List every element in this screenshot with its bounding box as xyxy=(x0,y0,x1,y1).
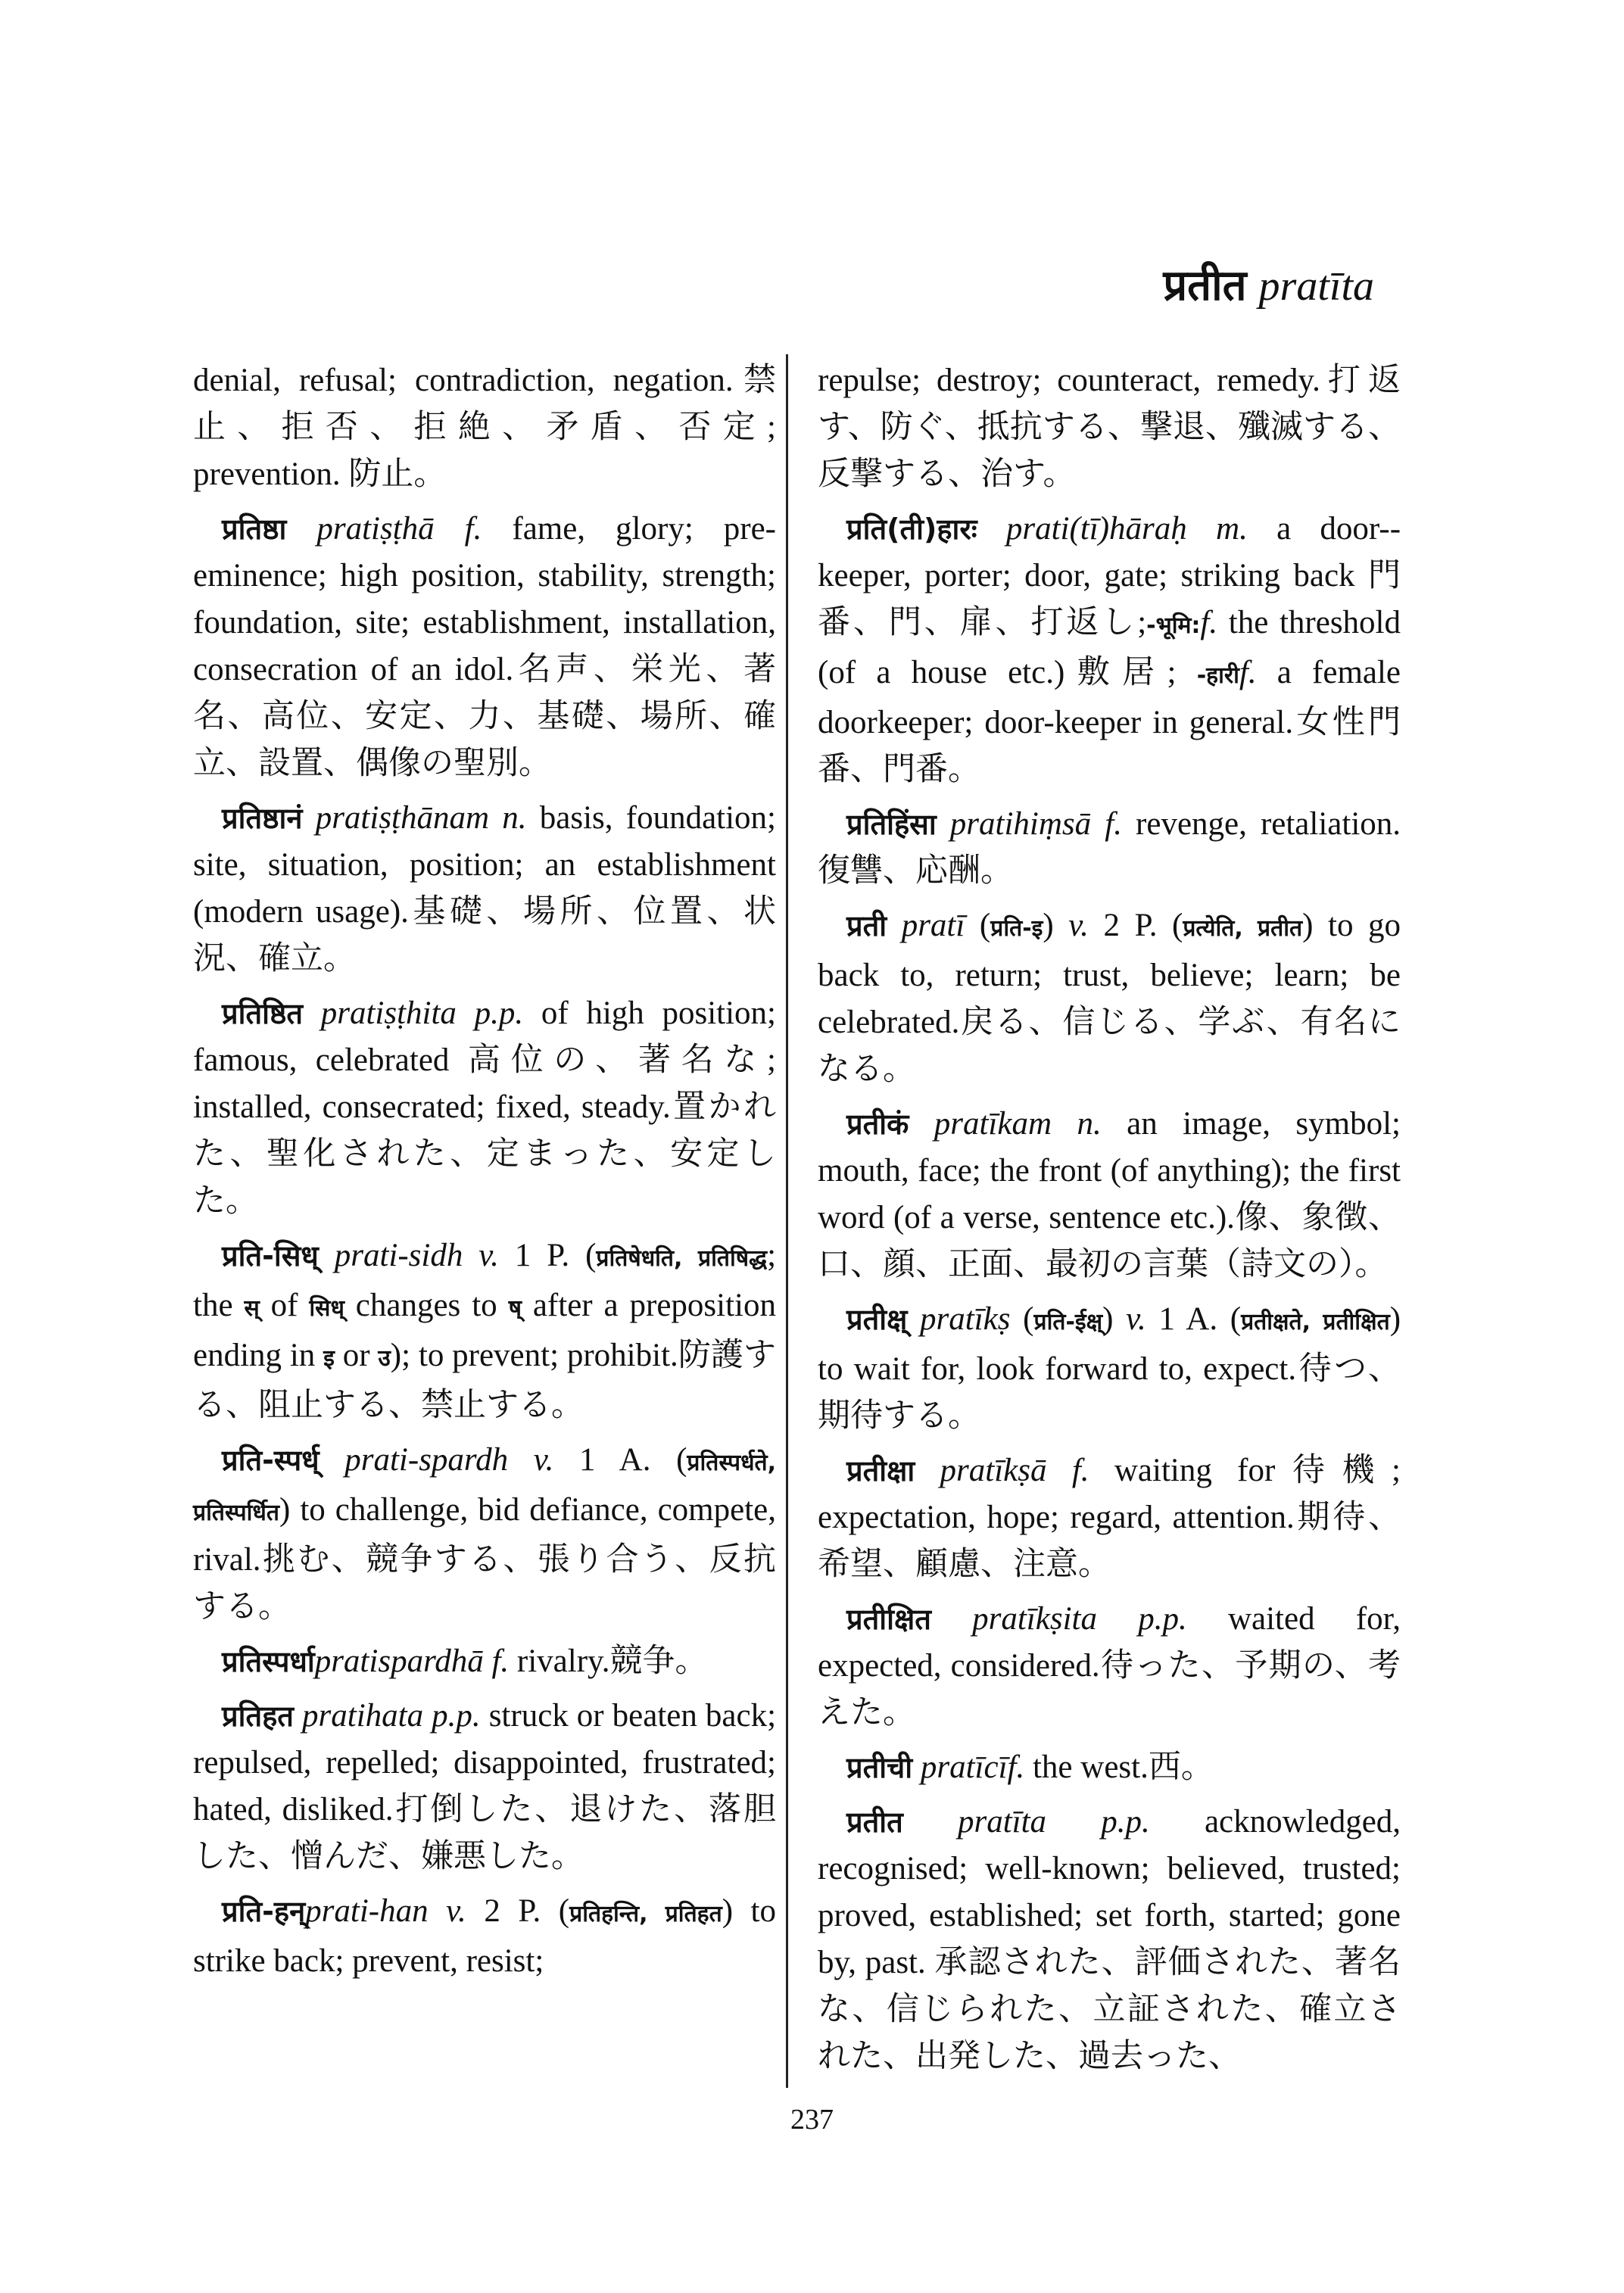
entry-text: rivalry.競争。 xyxy=(516,1643,708,1679)
entry-text: or xyxy=(334,1338,379,1373)
entry-text: ( xyxy=(979,908,991,943)
headword-devanagari: प्रती xyxy=(846,909,887,942)
grammar-label: v. xyxy=(446,1893,466,1929)
entry-text: waited for, expected, considered.待った、予期の、考えた。 xyxy=(818,1601,1401,1731)
etymology-devanagari: प्रति-ईक्ष् xyxy=(1033,1309,1103,1335)
entry-text: acknowledged, recognised; well-known; believed, trusted; proved, established; set forth, started; gone by, past. 承認された、評価された、著名な、信じられた、立証された、確立された、出発した、過去った、 xyxy=(818,1804,1401,2074)
headword-devanagari: प्रतिहत xyxy=(222,1699,294,1733)
grammar-label: p.p. xyxy=(474,995,524,1031)
headword-roman: pratihata xyxy=(302,1698,424,1734)
headword-roman: pratīkṣā xyxy=(940,1453,1047,1488)
entry-pratiksa xyxy=(818,1447,1401,1588)
entry-pratihata xyxy=(193,1693,776,1880)
entry-text: 1 A. ( xyxy=(1158,1301,1242,1337)
entry-prati-spardh xyxy=(193,1437,776,1631)
entry-pratispardha xyxy=(193,1638,776,1685)
conjugation-devanagari: प्रतिहन्ति, प्रतिहत xyxy=(569,1901,722,1927)
subentry-devanagari: -हारी xyxy=(1196,662,1239,689)
devanagari-letter: स् xyxy=(244,1295,260,1322)
conjugation-devanagari: प्रत्येति, प्रतीत xyxy=(1183,915,1303,942)
entry-text: of high position; famous, celebrated 高位の、著名な; installed, consecrated; fixed, steady.置かれた、聖化された、定まった、安定した。 xyxy=(193,995,777,1219)
headword-devanagari: प्रतीकं xyxy=(846,1108,909,1141)
headword-roman: pratīkam xyxy=(934,1106,1052,1142)
headword-roman: pratīcī xyxy=(920,1749,1008,1785)
grammar-label: v. xyxy=(478,1238,499,1273)
entry-text: 2 P. ( xyxy=(1103,908,1183,943)
column-divider xyxy=(786,354,788,2088)
grammar-label: f. xyxy=(1239,655,1257,690)
headword-roman: pratispardhā xyxy=(314,1643,484,1679)
entry-text: the threshold (of a house etc.)敷居; xyxy=(818,605,1401,690)
headword-devanagari: प्रतिहिंसा xyxy=(846,808,937,841)
entry-text: 1 P. ( xyxy=(514,1238,597,1273)
headword-devanagari: प्रति(ती)हारः xyxy=(846,512,977,546)
header-headword-roman: pratīta xyxy=(1258,263,1374,310)
right-column xyxy=(818,357,1401,2088)
entry-text: struck or beaten back; repulsed, repelled; disappointed, frustrated; hated, disliked.打倒した、退けた、落胆した、憎んだ、嫌悪した。 xyxy=(193,1698,777,1874)
entry-pratistha xyxy=(193,506,776,787)
grammar-label: v. xyxy=(1068,908,1089,943)
headword-roman: pratiṣṭhā xyxy=(316,511,435,547)
grammar-label: p.p. xyxy=(1138,1601,1187,1637)
headword-roman: pratiṣṭhita xyxy=(320,995,457,1031)
etymology-devanagari: प्रति-इ xyxy=(990,915,1043,942)
grammar-label: m. xyxy=(1216,511,1248,547)
headword-devanagari: प्रतीक्षा xyxy=(846,1454,915,1488)
entry-text: ) to go back to, return; trust, believe; learn; be celebrated.戻る、信じる、学ぶ、有名になる。 xyxy=(818,908,1401,1087)
entry-pratiharah xyxy=(818,506,1401,793)
page-number: 237 xyxy=(790,2104,834,2136)
headword-devanagari: प्रतीची xyxy=(846,1751,913,1784)
entry-text: after a preposition ending in xyxy=(193,1288,776,1373)
entry-text: repulse; destroy; counteract, remedy.打返す、防ぐ、抵抗する、撃退、殲滅する、反撃する、治す。 xyxy=(818,363,1401,492)
entry-text: ) to challenge, bid defiance, compete, rival.挑む、競争する、張り合う、反抗する。 xyxy=(193,1492,776,1625)
entry-text: changes to xyxy=(344,1288,509,1323)
headword-roman: prati-sidh xyxy=(334,1238,463,1273)
entry-text: waiting for待機; expectation, hope; regard, attention.期待、希望、顧慮、注意。 xyxy=(818,1453,1401,1582)
header-headword-devanagari: प्रतीत xyxy=(1163,263,1247,310)
headword-roman: pratīkṣ xyxy=(920,1301,1011,1337)
entry-prati-sidh xyxy=(193,1232,776,1429)
entry-pratisthita xyxy=(193,990,776,1225)
entry-text: ; the xyxy=(193,1238,777,1323)
devanagari-root: सिध् xyxy=(309,1295,344,1322)
grammar-label: p.p. xyxy=(1101,1804,1150,1840)
headword-devanagari: प्रतिष्ठित xyxy=(222,997,304,1030)
grammar-label: f. xyxy=(1200,605,1218,640)
grammar-label: f. xyxy=(1007,1749,1025,1785)
grammar-label: v. xyxy=(1126,1301,1146,1337)
entry-text: fame, glory; pre-eminence; high position, stability, strength; foundation, site; establishment, installation, consecration of an idol.名声、栄光、著名、高位、安定、力、基礎、場所、確立、設置、偶像の聖別。 xyxy=(193,511,776,781)
conjugation-devanagari: प्रतिषेधति, प्रतिषिद्ध xyxy=(596,1245,768,1272)
grammar-label: f. xyxy=(464,511,482,547)
grammar-label: n. xyxy=(1077,1106,1102,1142)
headword-roman: prati-han xyxy=(305,1893,429,1929)
entry-pratiks: प्रतीक्ष् pratīkṣ (प्रति-ईक्ष्) v. 1 A. (प्रतीक्षते, प्रतीक्षित) to wait for, look forward to, expect.待つ、期待する。 xyxy=(818,1301,1401,1434)
subentry-devanagari: -भूमि: xyxy=(1146,612,1201,639)
grammar-label: p.p. xyxy=(432,1698,481,1734)
grammar-label: f. xyxy=(1071,1453,1089,1488)
devanagari-letter: ष् xyxy=(508,1295,522,1322)
conjugation-devanagari: प्रतिस्पर्धते, प्रतिस्पर्धित xyxy=(193,1450,777,1526)
entry-text: an image, symbol; mouth, face; the front (of anything); the first word (of a verse, sentence etc.).像、象徴、口、顔、正面、最初の言葉（詩文の）。 xyxy=(818,1106,1401,1282)
entry-pratici xyxy=(818,1744,1401,1791)
left-column xyxy=(193,357,776,1992)
conjugation-devanagari: प्रतीक्षते, प्रतीक्षित xyxy=(1241,1309,1390,1335)
headword-devanagari: प्रति-सिध् xyxy=(222,1239,319,1273)
entry-text: 1 A. ( xyxy=(578,1442,687,1478)
devanagari-letter: उ xyxy=(378,1345,391,1372)
headword-roman: prati(tī)hāraḥ xyxy=(1005,511,1187,547)
headword-devanagari: प्रतीक्षित xyxy=(846,1603,931,1636)
entry-prati: प्रती pratī (प्रति-इ) v. 2 P. (प्रत्येति, प्रतीत) to go back to, return; trust, believe; learn; be celebrated.戻る、信じる、学ぶ、有名になる。 xyxy=(818,908,1401,1087)
entry-pratiksita xyxy=(818,1596,1401,1737)
entry-continuation xyxy=(193,357,776,498)
entry-continuation xyxy=(818,357,1401,498)
headword-devanagari: प्रतिस्पर्धा xyxy=(222,1645,315,1678)
running-header xyxy=(1163,263,1374,310)
entry-text: the west.西。 xyxy=(1032,1749,1214,1785)
entry-text: a door--keeper, porter; door, gate; striking back 門番、門、扉、打返し; xyxy=(818,511,1401,640)
headword-roman: prati-spardh xyxy=(344,1442,509,1478)
entry-pratikam xyxy=(818,1101,1401,1288)
devanagari-letter: इ xyxy=(323,1345,335,1372)
grammar-label: n. xyxy=(502,800,527,836)
entry-prati-han xyxy=(193,1888,776,1985)
entry-text: ) to wait for, look forward to, expect.待つ、期待する。 xyxy=(818,1301,1401,1434)
entry-pratisthanam xyxy=(193,795,776,983)
entry-text: of xyxy=(259,1288,310,1323)
entry-text: ); to prevent; prohibit.防護する、阻止する、禁止する。 xyxy=(193,1338,776,1423)
headword-roman: pratihiṃsā xyxy=(949,806,1092,842)
headword-roman: pratiṣṭhānam xyxy=(315,800,490,836)
grammar-label: f. xyxy=(1105,806,1122,842)
headword-roman: pratīta xyxy=(957,1804,1047,1840)
headword-devanagari: प्रति-हन् xyxy=(222,1895,306,1928)
headword-devanagari: प्रतिष्ठा xyxy=(222,512,287,546)
entry-text: ( xyxy=(1023,1301,1034,1337)
grammar-label: v. xyxy=(533,1442,554,1478)
headword-devanagari: प्रतीत xyxy=(846,1805,903,1839)
entry-text: revenge, retaliation.復讐、応酬。 xyxy=(818,806,1401,889)
headword-roman: pratīkṣita xyxy=(972,1601,1097,1637)
headword-devanagari: प्रतीक्ष् xyxy=(846,1303,908,1336)
headword-devanagari: प्रतिष्ठानं xyxy=(222,802,303,835)
entry-text: a female doorkeeper; door-keeper in general.女性門番、門番。 xyxy=(818,655,1401,787)
entry-text: basis, foundation; site, situation, position; an establishment (modern usage).基礎、場所、位置、状況、確立。 xyxy=(193,800,777,977)
entry-text: denial, refusal; contradiction, negation.禁止、拒否、拒絶、矛盾、否定; prevention. 防止。 xyxy=(193,363,776,492)
entry-pratita xyxy=(818,1799,1401,2080)
entry-pratihimsa xyxy=(818,801,1401,895)
grammar-label: f. xyxy=(491,1643,510,1679)
headword-devanagari: प्रति-स्पर्ध् xyxy=(222,1444,320,1477)
entry-text: 2 P. ( xyxy=(484,1893,570,1929)
headword-roman: pratī xyxy=(901,908,965,943)
entry-text: ) to strike back; prevent, resist; xyxy=(193,1893,776,1979)
